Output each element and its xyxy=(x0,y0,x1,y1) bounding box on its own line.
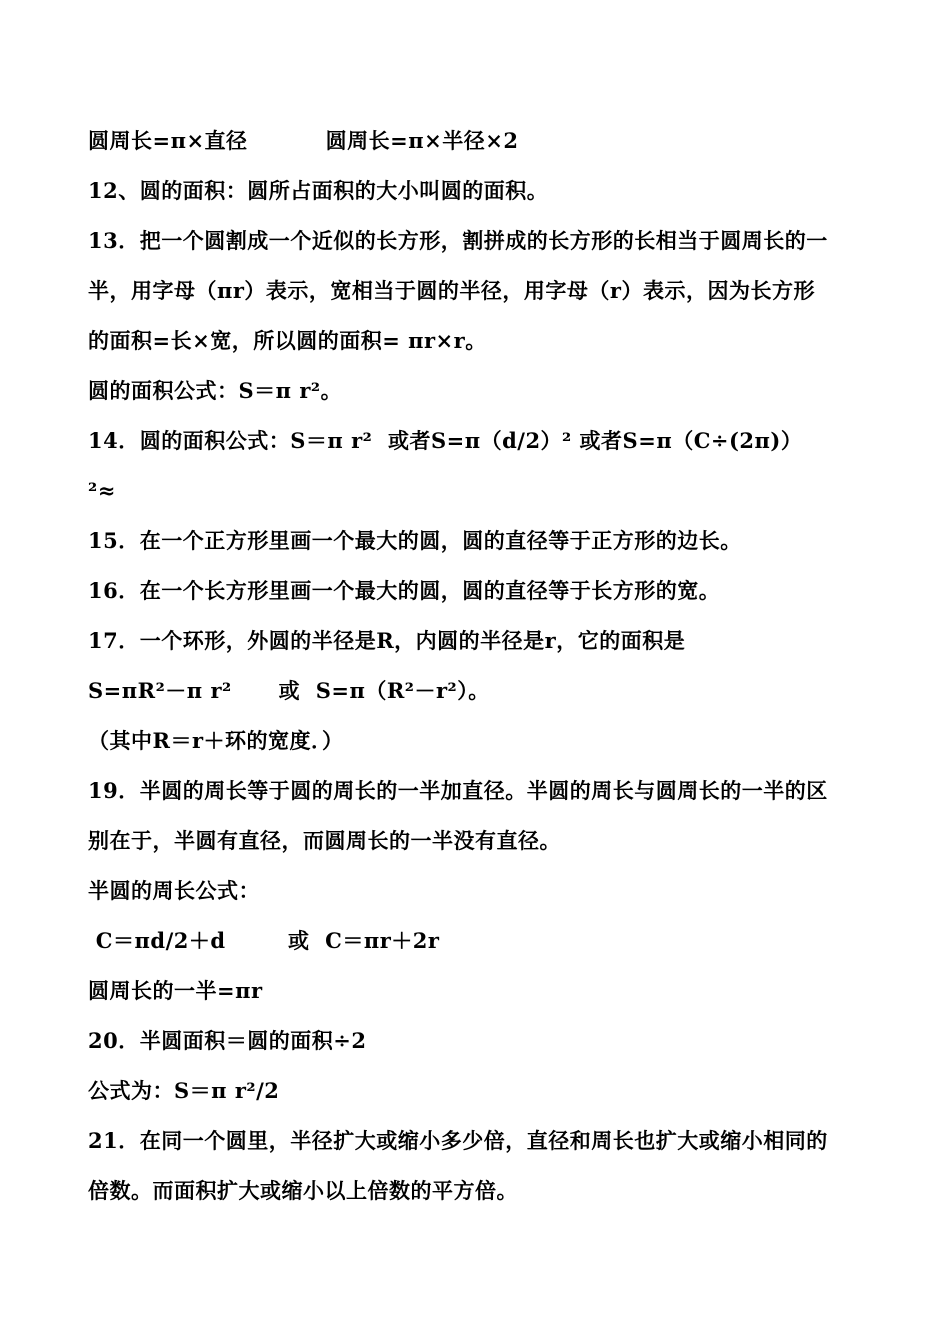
text-line-ring-formula: S=πR²－π r² 或 S=π（R²－r²）。 xyxy=(88,678,490,703)
text-line-21-part1: 21．在同一个圆里，半径扩大或缩小多少倍，直径和周长也扩大或缩小相同的 xyxy=(88,1128,828,1153)
text-line-13-part3: 的面积=长×宽，所以圆的面积= πr×r。 xyxy=(88,328,487,353)
text-line-half-circumference: 圆周长的一半=πr xyxy=(88,978,263,1003)
text-line-circumference-formulas: 圆周长=π×直径 圆周长=π×半径×2 xyxy=(88,128,519,153)
text-line-19-part2: 别在于，半圆有直径，而圆周长的一半没有直径。 xyxy=(88,828,561,853)
text-line-semicircle-perimeter-title: 半圆的周长公式： xyxy=(88,878,260,903)
text-line-16-rectangle: 16．在一个长方形里画一个最大的圆，圆的直径等于长方形的宽。 xyxy=(88,578,721,603)
text-line-20-semicircle-area: 20．半圆面积＝圆的面积÷2 xyxy=(88,1028,367,1053)
text-line-14-continuation: ²≈ xyxy=(88,478,116,503)
text-line-ring-note: （其中R＝r＋环的宽度．） xyxy=(88,728,344,753)
text-line-19-part1: 19．半圆的周长等于圆的周长的一半加直径。半圆的周长与圆周长的一半的区 xyxy=(88,778,828,803)
text-line-13-part1: 13．把一个圆割成一个近似的长方形，割拼成的长方形的长相当于圆周长的一 xyxy=(88,228,828,253)
text-line-15-square: 15．在一个正方形里画一个最大的圆，圆的直径等于正方形的边长。 xyxy=(88,528,742,553)
text-line-13-part2: 半，用字母（πr）表示，宽相当于圆的半径，用字母（r）表示，因为长方形 xyxy=(88,278,815,303)
text-line-12-area-definition: 12、圆的面积：圆所占面积的大小叫圆的面积。 xyxy=(88,178,549,203)
text-line-semicircle-perimeter-formula: C＝πd/2＋d 或 C＝πr＋2r xyxy=(88,928,440,953)
text-line-semicircle-area-formula: 公式为：S＝π r²/2 xyxy=(88,1078,280,1103)
text-line-14-area-formulas: 14．圆的面积公式：S＝π r² 或者S=π（d/2）² 或者S=π（C÷(2π)） xyxy=(88,428,803,453)
text-line-21-part2: 倍数。而面积扩大或缩小以上倍数的平方倍。 xyxy=(88,1178,518,1203)
text-line-17-ring: 17．一个环形，外圆的半径是R，内圆的半径是r，它的面积是 xyxy=(88,628,686,653)
text-line-area-formula: 圆的面积公式：S＝π r²。 xyxy=(88,378,343,403)
